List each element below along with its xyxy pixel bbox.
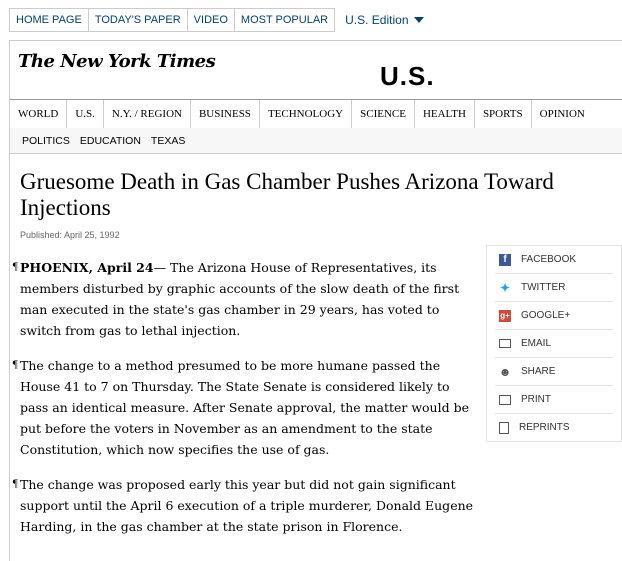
facebook-share-button[interactable] [495, 246, 613, 274]
home-page-link[interactable]: HOME PAGE [9, 8, 88, 32]
google-plus-share-button[interactable] [495, 302, 613, 330]
paragraph-mark-icon: ¶ [12, 479, 19, 490]
article-dateline: PHOENIX, April 24 [20, 260, 154, 275]
nav-ny-region[interactable]: N.Y. / REGION [104, 100, 191, 128]
article-paragraph [12, 257, 477, 341]
email-icon [499, 339, 511, 348]
facebook-icon: f [499, 254, 511, 266]
nav-health[interactable]: HEALTH [415, 100, 475, 128]
share-button[interactable] [495, 358, 613, 386]
section-title: U.S. [380, 61, 435, 91]
subnav-texas[interactable]: TEXAS [150, 135, 186, 147]
page-frame [9, 40, 622, 561]
email-share-button[interactable] [495, 330, 613, 358]
share-label: TWITTER [521, 282, 566, 293]
paragraph-text: — The Arizona House of Representatives, its members disturbed by graphic accounts of the slow death of the first man executed in the state's gas chamber in 29 years, has voted to switch from gas to lethal injection. [20, 260, 460, 338]
most-popular-link[interactable]: MOST POPULAR [234, 8, 335, 32]
subsection-nav [10, 128, 622, 154]
article-paragraph [12, 474, 477, 537]
edition-selector[interactable] [345, 13, 423, 27]
nav-world[interactable]: WORLD [10, 100, 67, 128]
print-button[interactable] [495, 386, 613, 414]
video-link[interactable]: VIDEO [187, 8, 234, 32]
article-paragraph [12, 355, 477, 460]
article-body [12, 257, 477, 551]
twitter-icon: ✦ [499, 280, 511, 295]
todays-paper-link[interactable]: TODAY'S PAPER [88, 8, 187, 32]
chevron-down-icon [414, 17, 424, 23]
masthead-logo[interactable]: The New York Times [18, 51, 216, 72]
reprints-icon [499, 422, 509, 434]
paragraph-mark-icon: ¶ [12, 360, 19, 371]
share-label: SHARE [521, 366, 556, 377]
share-label: EMAIL [521, 338, 552, 349]
section-nav [10, 99, 622, 129]
subnav-politics[interactable]: POLITICS [22, 135, 70, 147]
nav-opinion[interactable]: OPINION [539, 108, 585, 120]
paragraph-mark-icon: ¶ [12, 262, 19, 273]
edition-label: U.S. Edition [345, 13, 409, 27]
google-plus-icon: g+ [500, 311, 510, 320]
reprints-button[interactable] [495, 414, 613, 441]
share-label: PRINT [521, 394, 551, 405]
print-icon [499, 395, 511, 405]
share-label: FACEBOOK [521, 254, 577, 265]
top-utility-bar [9, 9, 424, 31]
subnav-education[interactable]: EDUCATION [79, 135, 141, 147]
nav-us[interactable]: U.S. [67, 100, 104, 128]
nav-science[interactable]: SCIENCE [352, 100, 415, 128]
nav-business[interactable]: BUSINESS [191, 100, 260, 128]
share-icon: ☻ [498, 364, 512, 379]
nav-sports[interactable]: SPORTS [475, 100, 532, 128]
paragraph-text: The change was proposed early this year but did not gain significant support until the April 6 execution of a triple murderer, Donald Eugene Harding, in the gas chamber at the state prison in Florence. [20, 477, 474, 534]
share-label: REPRINTS [519, 422, 570, 433]
twitter-share-button[interactable] [495, 274, 613, 302]
article-headline: Gruesome Death in Gas Chamber Pushes Arizona Toward Injections [20, 169, 554, 220]
published-date: Published: April 25, 1992 [20, 230, 120, 240]
nav-technology[interactable]: TECHNOLOGY [260, 100, 352, 128]
share-label: GOOGLE+ [521, 310, 571, 321]
paragraph-text: The change to a method presumed to be more humane passed the House 41 to 7 on Thursday. The State Senate is considered likely to pass an identical measure. After Senate approval, the matter would be put before the voters in November as an amendment to the state Constitution, which now specifies the use of gas. [20, 358, 469, 457]
share-tools [486, 245, 622, 442]
